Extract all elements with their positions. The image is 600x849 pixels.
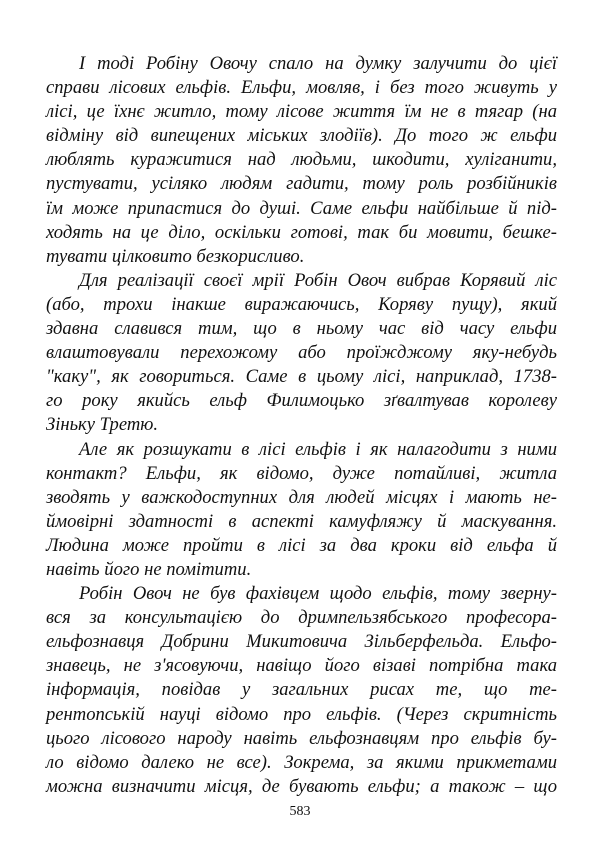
text-line: інформація, повідав у загальних рисах те, що те-	[46, 679, 557, 701]
text-line: знавець, не з'ясовуючи, навіщо його візаві потрібна така	[46, 655, 557, 677]
text-line: цього лісового народу навіть ельфознавцям про ельфів бу-	[46, 727, 557, 749]
text-line: ло відомо далеко не все). Зокрема, за якими прикметами	[46, 751, 557, 773]
paragraph-1	[46, 52, 557, 269]
page-number: 583	[289, 804, 311, 819]
text-line: люблять куражитися над людьми, шкодити, хуліганити,	[46, 149, 557, 171]
text-line: вся за консультацією до дримпельзябського професора-	[46, 607, 557, 629]
text-line: навіть його не помітити.	[46, 558, 252, 580]
text-line: ельфознавця Добрини Микитовича Зільберфельда. Ельфо-	[46, 631, 557, 653]
text-line: контакт? Ельфи, як відомо, дуже потайливі, житла	[46, 462, 557, 484]
text-line: лісі, це їхнє житло, тому лісове життя їм не в тягар (на	[46, 101, 557, 123]
text-line: ходять на це діло, оскільки готові, так би мовити, бешке-	[46, 221, 557, 243]
paragraph-4	[46, 582, 557, 799]
text-line: Для реалізації своєї мрії Робін Овоч вибрав Корявий ліс	[79, 269, 557, 291]
text-line: Зіньку Третю.	[46, 414, 159, 436]
text-line: ймовірні здатності в аспекті камуфляжу й маскування.	[46, 510, 557, 532]
text-line: влаштовували перехожому або проїжджому яку-небудь	[46, 342, 557, 364]
text-line: Людина може пройти в лісі за два кроки від ельфа й	[46, 534, 557, 556]
text-line: їм може припастися до душі. Саме ельфи найбільше й під-	[46, 197, 557, 219]
text-line: тувати цілковито безкорисливо.	[46, 245, 305, 267]
text-line: пустувати, усіляко людям гадити, тому роль розбійників	[46, 173, 557, 195]
page-body	[46, 52, 557, 799]
text-line: здавна славився тим, що в ньому час від часу ельфи	[46, 318, 557, 340]
text-line: відміну від випещених міських злодіїв). До того ж ельфи	[46, 125, 557, 147]
text-line: "каку", як говориться. Саме в цьому лісі, наприклад, 1738-	[46, 366, 557, 388]
text-line: Але як розшукати в лісі ельфів і як налагодити з ними	[79, 438, 557, 460]
text-line: справи лісових ельфів. Ельфи, мовляв, і без того живуть у	[46, 77, 557, 99]
text-line: рентопській науці відомо про ельфів. (Через скритність	[46, 703, 557, 725]
text-line: (або, трохи інакше виражаючись, Коряву пущу), який	[46, 293, 557, 315]
text-line: Робін Овоч не був фахівцем щодо ельфів, тому зверну-	[79, 583, 557, 605]
text-line: зводять у важкодоступних для людей місцях і мають не-	[46, 486, 557, 508]
paragraph-3	[46, 438, 557, 583]
text-line: го року якийсь ельф Филимоцько зґвалтував королеву	[46, 390, 557, 412]
paragraph-2	[46, 269, 557, 438]
text-line: І тоді Робіну Овочу спало на думку залучити до цієї	[79, 53, 557, 74]
text-line: можна визначити місця, де бувають ельфи; а також – що	[46, 775, 557, 797]
